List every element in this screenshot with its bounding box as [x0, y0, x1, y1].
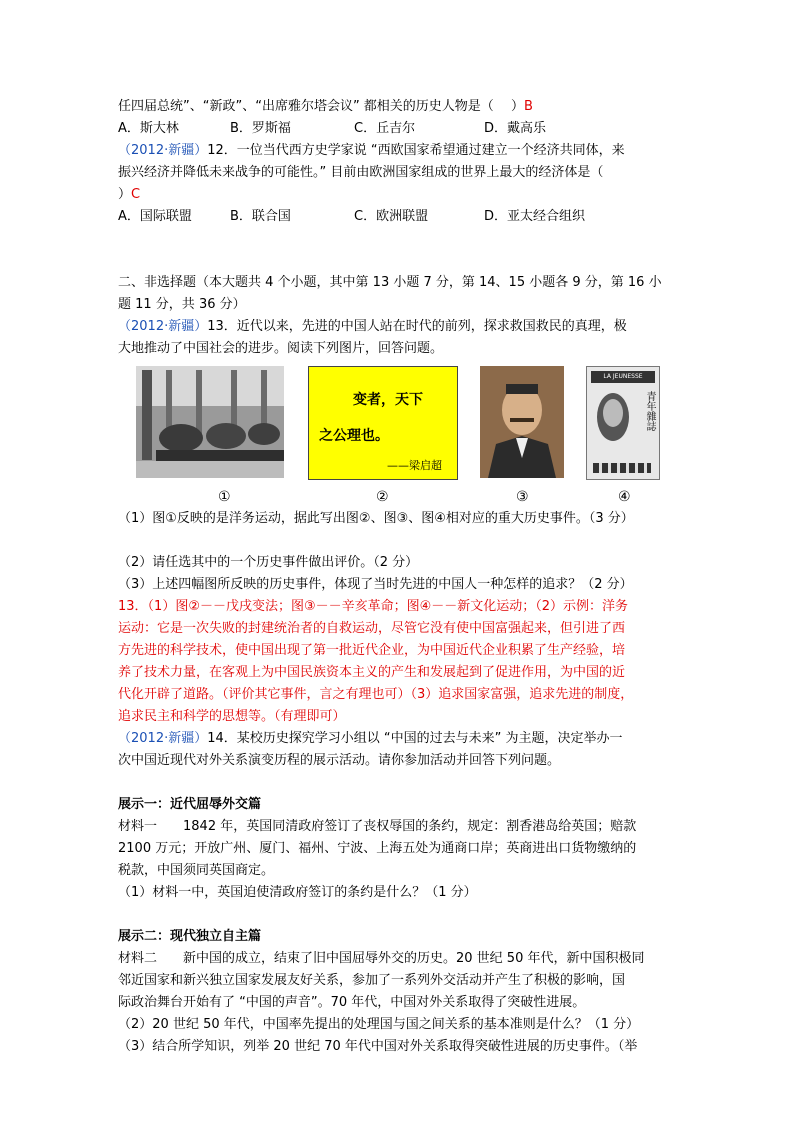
show2-line: 邻近国家和新兴独立国家发展友好关系，参加了一系列外交活动并产生了积极的影响，国	[118, 973, 626, 988]
quote-author: ——梁启超	[387, 459, 442, 472]
magazine-title: 青年雜誌	[644, 391, 655, 431]
q12-option-c: C．欧洲联盟	[354, 209, 429, 224]
q13-answer-line: 方先进的科学技术，使中国出现了第一批近代企业，为中国近代企业积累了生产经验，培	[118, 643, 626, 658]
show1-title: 展示一：近代屈辱外交篇	[118, 797, 262, 812]
q11-options	[118, 118, 678, 140]
q12-line-1	[118, 140, 678, 162]
factory-photo	[136, 366, 284, 478]
q13-answer-line: 运动：它是一次失败的封建统治者的自救运动，尽管它没有使中国富强起来，但引进了西	[118, 621, 626, 636]
show1-line: 税款，中国须同英国商定。	[118, 863, 275, 878]
q12-line-3	[118, 184, 678, 206]
q14-source: （2012·新疆）	[118, 731, 208, 746]
q13-images	[118, 366, 678, 508]
q12-option-b: B．联合国	[230, 209, 291, 224]
q13-answer	[118, 596, 678, 728]
quote-text-1: 变者，天下	[353, 392, 423, 408]
q11-stem	[118, 96, 678, 118]
show2-line: （2）20 世纪 50 年代，中国率先提出的处理国与国之间关系的基本准则是什么？（1 分）	[118, 1017, 640, 1032]
q13-text-1: 13．近代以来，先进的中国人站在时代的前列，探求救国救民的真理，极	[207, 319, 627, 334]
show2-line: （3）结合所学知识，列举 20 世纪 70 年代中国对外关系取得突破性进展的历史事件。（举	[118, 1039, 638, 1054]
q13-source: （2012·新疆）	[118, 319, 208, 334]
show2-title: 展示二：现代独立自主篇	[118, 929, 262, 944]
show2-line: 材料二 新中国的成立，结束了旧中国屈辱外交的历史。20 世纪 50 年代，新中国积极同	[118, 951, 645, 966]
show1-line: （1）材料一中，英国迫使清政府签订的条约是什么？（1 分）	[118, 885, 477, 900]
document-page	[118, 96, 678, 1058]
q14-text-1: 14．某校历史探究学习小组以 “中国的过去与未来” 为主题，决定举办一	[207, 731, 623, 746]
q11-option-a: A．斯大林	[118, 121, 179, 136]
show1-line: 2100 万元；开放广州、厦门、福州、宁波、上海五处为通商口岸；英商进出口货物缴纳的	[118, 841, 637, 856]
q13-sub-3: （3）上述四幅图所反映的历史事件，体现了当时先进的中国人一种怎样的追求？（2 分）	[118, 577, 633, 592]
caption-2: ②	[376, 489, 389, 505]
q11-option-c: C．丘吉尔	[354, 121, 416, 136]
q13-sub-2: （2）请任选其中的一个历史事件做出评价。（2 分）	[118, 555, 419, 570]
q13-answer-line: 13．（1）图②－－戊戌变法；图③－－辛亥革命；图④－－新文化运动；（2）示例：洋务	[118, 599, 629, 614]
magazine-figure	[593, 389, 633, 445]
q12-option-a: A．国际联盟	[118, 209, 192, 224]
q12-text-1: 12．一位当代西方史学家说 “西欧国家希望通过建立一个经济共同体，来	[207, 143, 625, 158]
magazine-banner: LA JEUNESSE	[591, 371, 655, 383]
q13-answer-line: 代化开辟了道路。（评价其它事件，言之有理也可）（3）追求国家富强，追求先进的制度，	[118, 687, 634, 702]
show2-line: 际政治舞台开始有了 “中国的声音”。70 年代，中国对外关系取得了突破性进展。	[118, 995, 586, 1010]
q11-option-d: D．戴高乐	[484, 121, 547, 136]
portrait-photo	[480, 366, 564, 478]
show1-line: 材料一 1842 年，英国同清政府签订了丧权辱国的条约，规定：割香港岛给英国；赔款	[118, 819, 637, 834]
magazine-cover	[586, 366, 660, 480]
quote-card	[308, 366, 458, 480]
section2-line-1: 二、非选择题（本大题共 4 个小题，其中第 13 小题 7 分，第 14、15 小题各 9 分，第 16 小	[118, 275, 662, 290]
caption-4: ④	[618, 489, 631, 505]
q13-answer-line: 追求民主和科学的思想等。（有理即可）	[118, 709, 346, 724]
q11-option-b: B．罗斯福	[230, 121, 291, 136]
q14-line-2: 次中国近现代对外关系演变历程的展示活动。请你参加活动并回答下列问题。	[118, 753, 561, 768]
caption-3: ③	[516, 489, 529, 505]
q11-answer: B	[523, 99, 533, 114]
q12-source: （2012·新疆）	[118, 143, 208, 158]
q13-line-2: 大地推动了中国社会的进步。阅读下列图片，回答问题。	[118, 341, 444, 356]
q12-bracket: ）	[118, 187, 132, 202]
q12-option-d: D．亚太经合组织	[484, 209, 586, 224]
section2-line-2: 题 11 分，共 36 分）	[118, 297, 246, 312]
caption-1: ①	[218, 489, 231, 505]
q12-line-2: 振兴经济并降低未来战争的可能性。” 目前由欧洲国家组成的世界上最大的经济体是（	[118, 165, 604, 180]
q14-line-1	[118, 728, 678, 750]
quote-text-2: 之公理也。	[319, 428, 389, 444]
q13-line-1	[118, 316, 678, 338]
q12-options	[118, 206, 678, 228]
q13-answer-line: 养了技术力量，在客观上为中国民族资本主义的产生和发展起到了促进作用，为中国的近	[118, 665, 626, 680]
magazine-footer	[593, 463, 651, 473]
q13-sub-1: （1）图①反映的是洋务运动，据此写出图②、图③、图④相对应的重大历史事件。（3 分）	[118, 511, 634, 526]
q12-answer: C	[131, 187, 141, 202]
q11-text: 任四届总统”、“新政”、“出席雅尔塔会议” 都相关的历史人物是（ ）	[118, 99, 524, 114]
